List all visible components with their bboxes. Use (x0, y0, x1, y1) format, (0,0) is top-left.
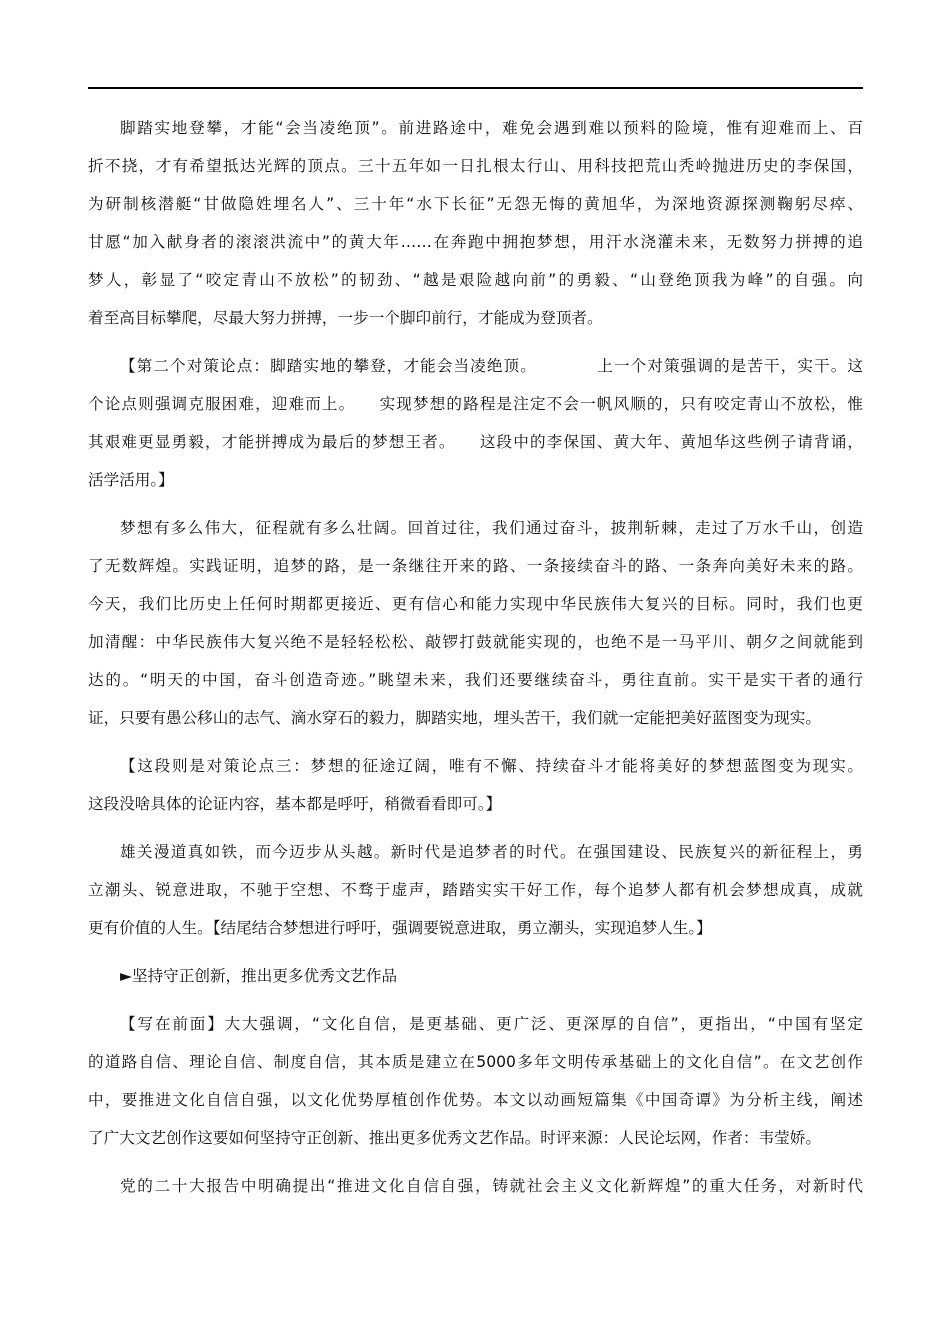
text-line: 为研制核潜艇“甘做隐姓埋名人”、三十年“水下长征”无怨无悔的黄旭华，为深地资源探测鞠躬尽瘁、 (88, 195, 863, 213)
text-line: 【这段则是对策论点三：梦想的征途辽阔，唯有不懈、持续奋斗才能将美好的梦想蓝图变为现实。 (120, 757, 863, 775)
paragraph (88, 1167, 863, 1205)
text-line: 加清醒：中华民族伟大复兴绝不是轻轻松松、敲锣打鼓就能实现的，也绝不是一马平川、朝夕之间就能到 (88, 633, 863, 651)
paragraph (88, 347, 863, 499)
text-line: 党的二十大报告中明确提出“推进文化自信自强，铸就社会主义文化新辉煌”的重大任务，对新时代 (120, 1177, 863, 1195)
text-line: 梦想有多么伟大，征程就有多么壮阔。回首过往，我们通过奋斗，披荆斩棘，走过了万水千山，创造 (120, 519, 863, 537)
paragraph (88, 509, 863, 737)
text-line: 着至高目标攀爬，尽最大努力拼搏，一步一个脚印前行，才能成为登顶者。 (88, 309, 603, 327)
text-line: 了广大文艺创作这要如何坚持守正创新、推出更多优秀文艺作品。时评来源：人民论坛网，作者：韦莹娇。 (88, 1129, 821, 1147)
text-line: 中，要推进文化自信自强，以文化优势厚植创作优势。本文以动画短篇集《中国奇谭》为分析主线，阐述 (88, 1091, 863, 1109)
text-line: 个论点则强调克服困难，迎难而上。 实现梦想的路程是注定不会一帆风顺的，只有咬定青山不放松，惟 (88, 395, 863, 413)
text-line: 【第二个对策论点：脚踏实地的攀登，才能会当凌绝顶。 上一个对策强调的是苦干，实干。这 (120, 357, 863, 375)
text-line: 脚踏实地登攀，才能“会当凌绝顶”。前进路途中，难免会遇到难以预料的险境，惟有迎难而上、百 (120, 119, 863, 137)
paragraph (88, 1005, 863, 1157)
text-line: 证，只要有愚公移山的志气、滴水穿石的毅力，脚踏实地，埋头苦干，我们就一定能把美好蓝图变为现实。 (88, 709, 821, 727)
text-line: 活学活用。】 (88, 471, 174, 489)
header-rule (88, 87, 863, 89)
paragraph (88, 833, 863, 947)
text-line: 这段没啥具体的论证内容，基本都是呼吁，稍微看看即可。】 (88, 795, 502, 813)
text-line: 了无数辉煌。实践证明，追梦的路，是一条继往开来的路、一条接续奋斗的路、一条奔向美好未来的路。 (88, 557, 863, 575)
document-body (88, 109, 863, 1215)
text-line: 的道路自信、理论自信、制度自信，其本质是建立在5000多年文明传承基础上的文化自信”。在文艺创作 (88, 1053, 863, 1071)
section-heading (88, 957, 863, 995)
text-line: 达的。“明天的中国，奋斗创造奇迹。”眺望未来，我们还要继续奋斗，勇往直前。实干是实干者的通行 (88, 671, 863, 689)
text-line: 【写在前面】大大强调，“文化自信，是更基础、更广泛、更深厚的自信”，更指出，“中国有坚定 (120, 1015, 863, 1033)
text-line: 梦人，彰显了“咬定青山不放松”的韧劲、“越是艰险越向前”的勇毅、“山登绝顶我为峰”的自强。向 (88, 271, 863, 289)
text-line: 甘愿“加入献身者的滚滚洪流中”的黄大年……在奔跑中拥抱梦想，用汗水浇灌未来，无数努力拼搏的追 (88, 233, 863, 251)
text-line: 雄关漫道真如铁，而今迈步从头越。新时代是追梦者的时代。在强国建设、民族复兴的新征程上，勇 (120, 843, 863, 861)
text-line: 今天，我们比历史上任何时期都更接近、更有信心和能力实现中华民族伟大复兴的目标。同时，我们也更 (88, 595, 863, 613)
text-line: 更有价值的人生。【结尾结合梦想进行呼吁，强调要锐意进取，勇立潮头，实现追梦人生。】 (88, 919, 712, 937)
text-line: 其艰难更显勇毅，才能拼搏成为最后的梦想王者。 这段中的李保国、黄大年、黄旭华这些例子请背诵， (88, 433, 863, 451)
text-line: 折不挠，才有希望抵达光辉的顶点。三十五年如一日扎根太行山、用科技把荒山秃岭抛进历史的李保国， (88, 157, 863, 175)
paragraph (88, 109, 863, 337)
text-line: 立潮头、锐意进取，不驰于空想、不骛于虚声，踏踏实实干好工作，每个追梦人都有机会梦想成真，成就 (88, 881, 863, 899)
paragraph (88, 747, 863, 823)
text-line: ►坚持守正创新，推出更多优秀文艺作品 (120, 967, 398, 985)
